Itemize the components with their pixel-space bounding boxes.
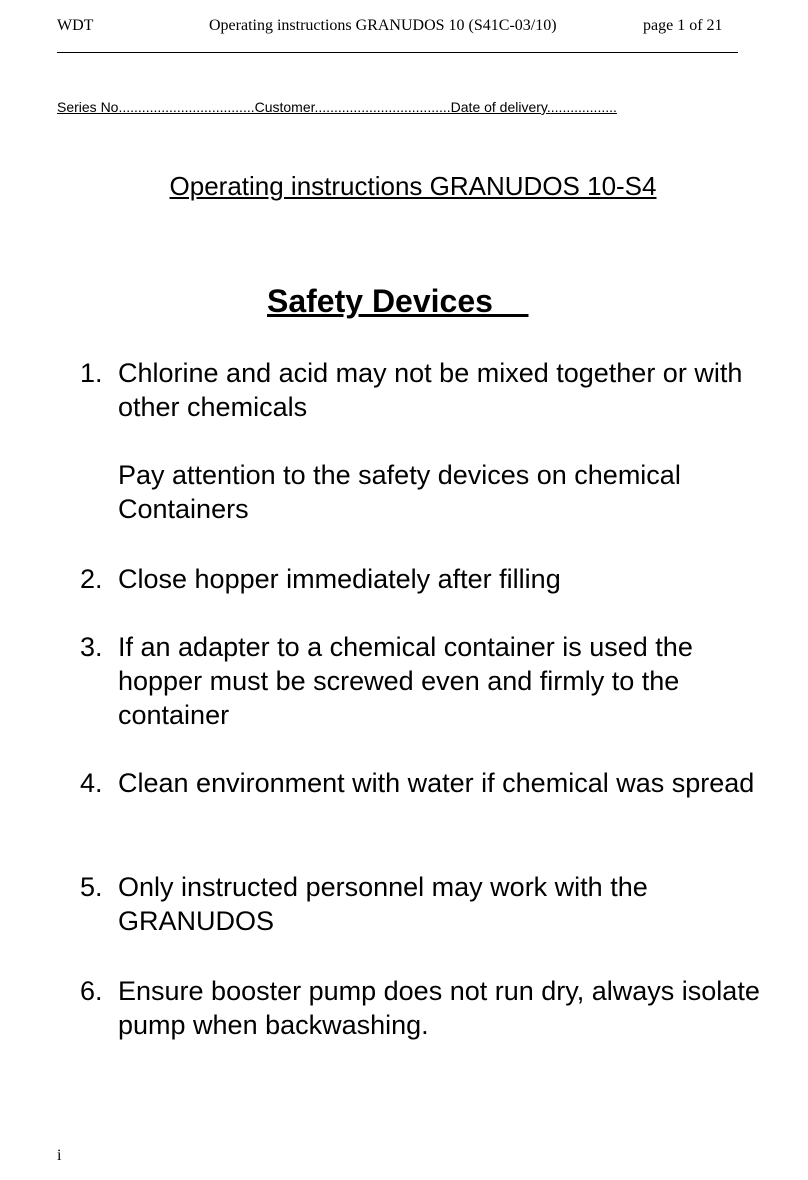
list-item-number: 1. (80, 358, 103, 388)
list-item (80, 870, 780, 938)
series-customer-delivery-line: Series No...................................Customer...................................Date of delivery.................. (57, 99, 617, 115)
list-item-text: Close hopper immediately after filling (118, 564, 561, 594)
list-item-text: Clean environment with water if chemical was spread (118, 768, 755, 798)
list-item (80, 562, 780, 596)
header-divider (57, 52, 738, 53)
list-item-number: 4. (80, 768, 103, 798)
list-item-number: 5. (80, 872, 103, 902)
list-item-text: Ensure booster pump does not run dry, always isolate pump when backwashing. (118, 976, 760, 1040)
list-item (80, 974, 780, 1042)
header-company: WDT (57, 17, 94, 34)
header-page-number: page 1 of 21 (643, 17, 723, 34)
list-item-text: Only instructed personnel may work with the GRANUDOS (118, 872, 648, 936)
list-item (80, 630, 780, 732)
list-item (80, 356, 780, 526)
list-item-number: 3. (80, 632, 103, 662)
section-heading: Safety Devices (267, 283, 529, 319)
list-item (80, 766, 780, 800)
list-item-text: If an adapter to a chemical container is used the hopper must be screwed even and firmly to the container (118, 632, 693, 730)
list-item-number: 2. (80, 564, 103, 594)
document-title: Operating instructions GRANUDOS 10-S4 (169, 171, 657, 201)
list-item-text: Chlorine and acid may not be mixed together or with other chemicals (118, 358, 743, 422)
list-item-note: Pay attention to the safety devices on chemical Containers (118, 460, 681, 524)
list-item-number: 6. (80, 976, 103, 1006)
header-document-title: Operating instructions GRANUDOS 10 (S41C-03/10) (209, 17, 557, 34)
footer-page-mark: i (57, 1147, 62, 1164)
